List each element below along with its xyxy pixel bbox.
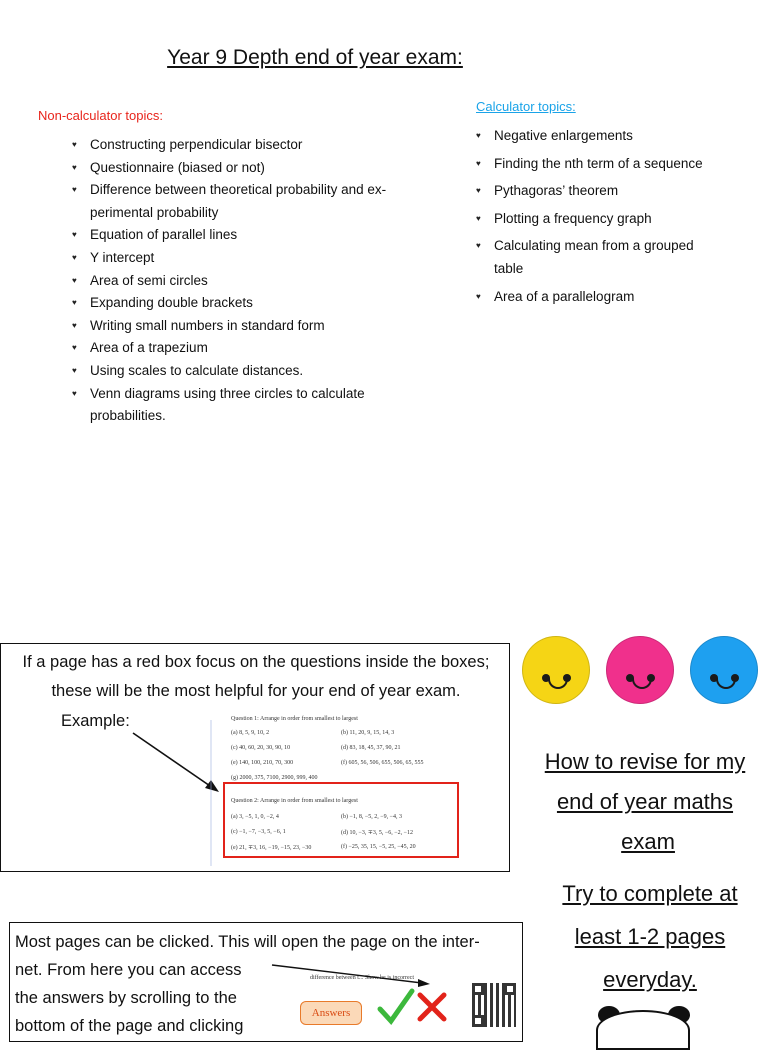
yellow-smiley-icon <box>522 636 590 704</box>
non-calculator-topic-list <box>72 134 412 428</box>
topic-item: ♥ Area of a trapezium <box>72 337 412 360</box>
revise-heading-line-3: exam <box>621 829 675 854</box>
calculator-heading[interactable]: Calculator topics: <box>476 99 576 114</box>
daily-goal-text <box>530 872 768 1001</box>
check-mark-icon <box>376 987 416 1027</box>
worksheet-question-1: Question 1: Arrange in order from smallest to largest <box>231 716 358 722</box>
example-label: Example: <box>61 712 130 730</box>
topic-item-continuation: probabilities. <box>90 408 166 424</box>
daily-goal-line-2: least 1-2 pages <box>574 924 726 949</box>
topic-item: ♥ Difference between theoretical probability and ex- <box>72 179 412 202</box>
click-info-line-1: Most pages can be clicked. This will open the page on the inter- <box>15 933 480 951</box>
worksheet-cell: (a) 3, −5, 1, 0, −2, 4 <box>231 814 279 820</box>
topic-item: ♥ Finding the nth term of a sequence <box>476 153 726 176</box>
red-box-line-2: these will be the most helpful for your end of year exam. <box>51 682 461 700</box>
answers-button[interactable]: Answers <box>300 1001 362 1025</box>
worksheet-cell: (c) 40, 60, 20, 30, 90, 10 <box>231 745 291 751</box>
topic-item: ♥ Plotting a frequency graph <box>476 208 726 231</box>
revise-heading-line-1: How to revise for my <box>544 749 746 774</box>
pointer-arrow <box>10 923 524 1043</box>
click-info-body: net. From here you can access the answers by scrolling to the bottom of the page and clicking <box>15 961 244 1035</box>
worksheet-cell: (f) −25, 35, 15, −5, 25, −45, 20 <box>341 844 416 850</box>
topic-item: ♥ Negative enlargements <box>476 125 726 148</box>
pink-smiley-icon <box>606 636 674 704</box>
example-small-note: difference between t... Show he is incorrect <box>310 975 415 981</box>
topic-item: ♥ Writing small numbers in standard form <box>72 315 412 338</box>
topic-item: ♥ Area of a parallelogram <box>476 286 726 309</box>
worksheet-cell: (a) 8, 5, 9, 10, 2 <box>231 730 270 736</box>
worksheet-cell: (c) −1, −7, −3, 5, −6, 1 <box>231 829 286 835</box>
click-info-panel <box>9 922 523 1042</box>
red-box-line-1: If a page has a red box focus on the questions inside the boxes; <box>22 653 490 671</box>
topic-item: ♥ Pythagoras’ theorem <box>476 180 726 203</box>
non-calculator-heading: Non-calculator topics: <box>38 108 163 123</box>
page-title: Year 9 Depth end of year exam: <box>167 46 463 69</box>
topic-item: ♥ Y intercept <box>72 247 412 270</box>
worksheet-cell: (e) 140, 100, 210, 70, 300 <box>231 760 294 766</box>
worksheet-cell: (f) 605, 56, 506, 655, 506, 65, 555 <box>341 760 424 766</box>
revise-heading <box>520 742 768 862</box>
blue-smiley-icon <box>690 636 758 704</box>
topic-item: ♥ Using scales to calculate distances. <box>72 360 412 383</box>
red-highlight-box <box>223 782 459 858</box>
topic-item: ♥ Equation of parallel lines <box>72 224 412 247</box>
worksheet-question-2: Question 2: Arrange in order from smallest to largest <box>231 798 358 804</box>
topic-item-continuation: perimental probability <box>90 204 219 220</box>
worksheet-cell: (b) 11, 20, 9, 15, 14, 3 <box>341 730 395 736</box>
topic-item: ♥ Constructing perpendicular bisector <box>72 134 412 157</box>
revise-heading-line-2: end of year maths <box>556 789 734 814</box>
topic-item: ♥ Questionnaire (biased or not) <box>72 157 412 180</box>
topic-item: ♥ Calculating mean from a grouped table <box>476 235 726 280</box>
worksheet-cell: (b) −1, 8, −5, 2, −9, −4, 3 <box>341 814 403 820</box>
panda-icon <box>596 1010 690 1050</box>
worksheet-cell: (d) 10, −3, ∓3, 5, −6, −2, −12 <box>341 830 414 836</box>
topic-item: ♥ Venn diagrams using three circles to calculate <box>72 383 412 406</box>
worksheet-cell: (d) 83, 18, 45, 37, 90, 21 <box>341 745 401 751</box>
red-box-info-panel <box>0 643 510 872</box>
topic-item: ♥ Area of semi circles <box>72 270 412 293</box>
topic-item: ♥ Expanding double brackets <box>72 292 412 315</box>
worksheet-cell: (g) 2000, 375, 7100, 2900, 999, 400 <box>231 775 318 781</box>
calculator-topic-list <box>476 125 726 313</box>
cross-mark-icon <box>414 989 450 1025</box>
qr-code-icon[interactable] <box>472 983 516 1027</box>
daily-goal-line-3: everyday. <box>603 967 697 992</box>
worksheet-cell: (e) 21, ∓3, 16, −19, −15, 23, −30 <box>231 845 312 851</box>
daily-goal-line-1: Try to complete at <box>562 881 738 906</box>
